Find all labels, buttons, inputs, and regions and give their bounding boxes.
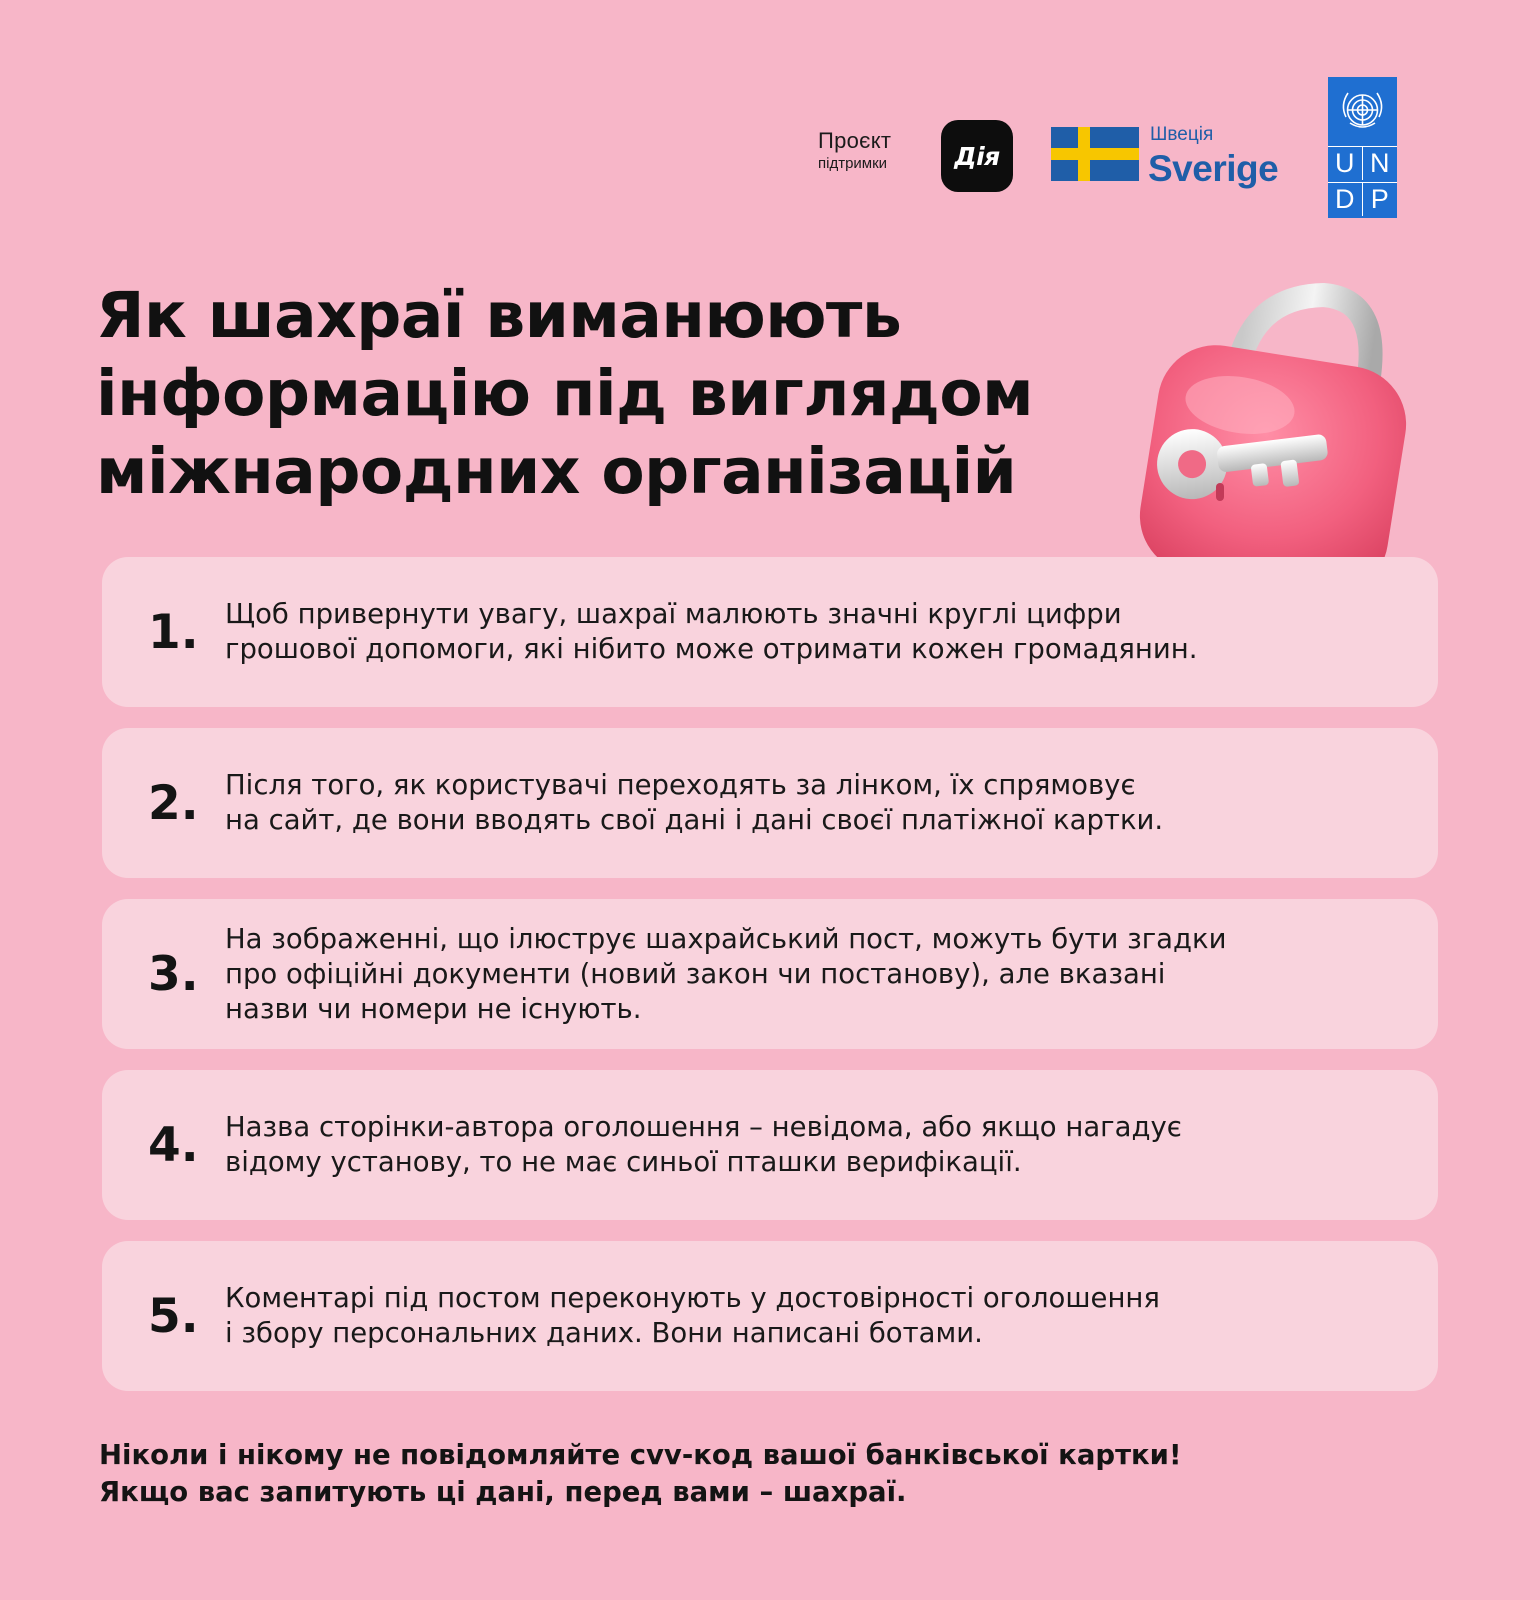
- step-card-1: [102, 557, 1438, 707]
- step-text-line: Назва сторінки-автора оголошення – невідома, або якщо нагадує: [225, 1111, 1182, 1143]
- step-text: [225, 728, 1405, 878]
- step-text-line: грошової допомоги, які нібито може отримати кожен громадянин.: [225, 633, 1198, 665]
- page-title: [96, 277, 1156, 511]
- sweden-label-swedish: Sverige: [1148, 148, 1279, 189]
- undp-letter-n: N: [1363, 146, 1398, 180]
- step-number: 2.: [148, 775, 199, 831]
- step-number: 3.: [148, 946, 199, 1002]
- sweden-label-ukrainian: Швеція: [1150, 124, 1214, 145]
- step-text: [225, 1241, 1405, 1391]
- project-support-label: [818, 130, 918, 171]
- step-text-line: Після того, як користувачі переходять за лінком, їх спрямовує: [225, 769, 1136, 801]
- diia-logo: [941, 120, 1013, 192]
- step-text: [225, 1070, 1405, 1220]
- project-label: Проєкт: [818, 128, 892, 153]
- title-line-3: міжнародних організацій: [96, 435, 1017, 508]
- warning-line-2: Якщо вас запитують ці дані, перед вами – шахраї.: [99, 1476, 907, 1508]
- step-text-line: На зображенні, що ілюструє шахрайський пост, можуть бути згадки: [225, 922, 1227, 955]
- step-text-line: і збору персональних даних. Вони написані ботами.: [225, 1317, 983, 1349]
- warning-line-1: Ніколи і нікому не повідомляйте cvv-код вашої банківської картки!: [99, 1439, 1182, 1471]
- support-label: підтримки: [818, 155, 888, 172]
- un-emblem-icon: [1328, 77, 1397, 146]
- undp-letter-p: P: [1363, 182, 1398, 216]
- step-text-line: Щоб привернути увагу, шахраї малюють значні круглі цифри: [225, 598, 1122, 630]
- step-text: [225, 899, 1405, 1049]
- title-line-1: Як шахраї виманюють: [96, 279, 902, 352]
- warning-footer: [99, 1437, 1459, 1511]
- step-card-2: [102, 728, 1438, 878]
- step-text-line: на сайт, де вони вводять свої дані і дані своєї платіжної картки.: [225, 804, 1164, 836]
- title-line-2: інформацію під виглядом: [96, 357, 1034, 430]
- step-text: [225, 557, 1405, 707]
- undp-letter-d: D: [1328, 182, 1363, 216]
- diia-logo-text: Дія: [954, 141, 1000, 171]
- step-card-3: [102, 899, 1438, 1049]
- step-text-line: про офіційні документи (новий закон чи постанову), але вказані: [225, 957, 1166, 990]
- steps-list: [102, 557, 1438, 1412]
- sweden-flag-icon: [1051, 127, 1139, 181]
- step-text-line: Коментарі під постом переконують у достовірності оголошення: [225, 1282, 1160, 1314]
- step-text-line: назви чи номери не існують.: [225, 992, 642, 1025]
- undp-logo: [1328, 77, 1397, 218]
- step-text-line: відому установу, то не має синьої пташки верифікації.: [225, 1146, 1022, 1178]
- step-number: 1.: [148, 604, 199, 660]
- undp-letter-u: U: [1328, 146, 1363, 180]
- step-number: 4.: [148, 1117, 199, 1173]
- step-card-4: [102, 1070, 1438, 1220]
- step-number: 5.: [148, 1288, 199, 1344]
- step-card-5: [102, 1241, 1438, 1391]
- partner-logos: [0, 0, 1540, 240]
